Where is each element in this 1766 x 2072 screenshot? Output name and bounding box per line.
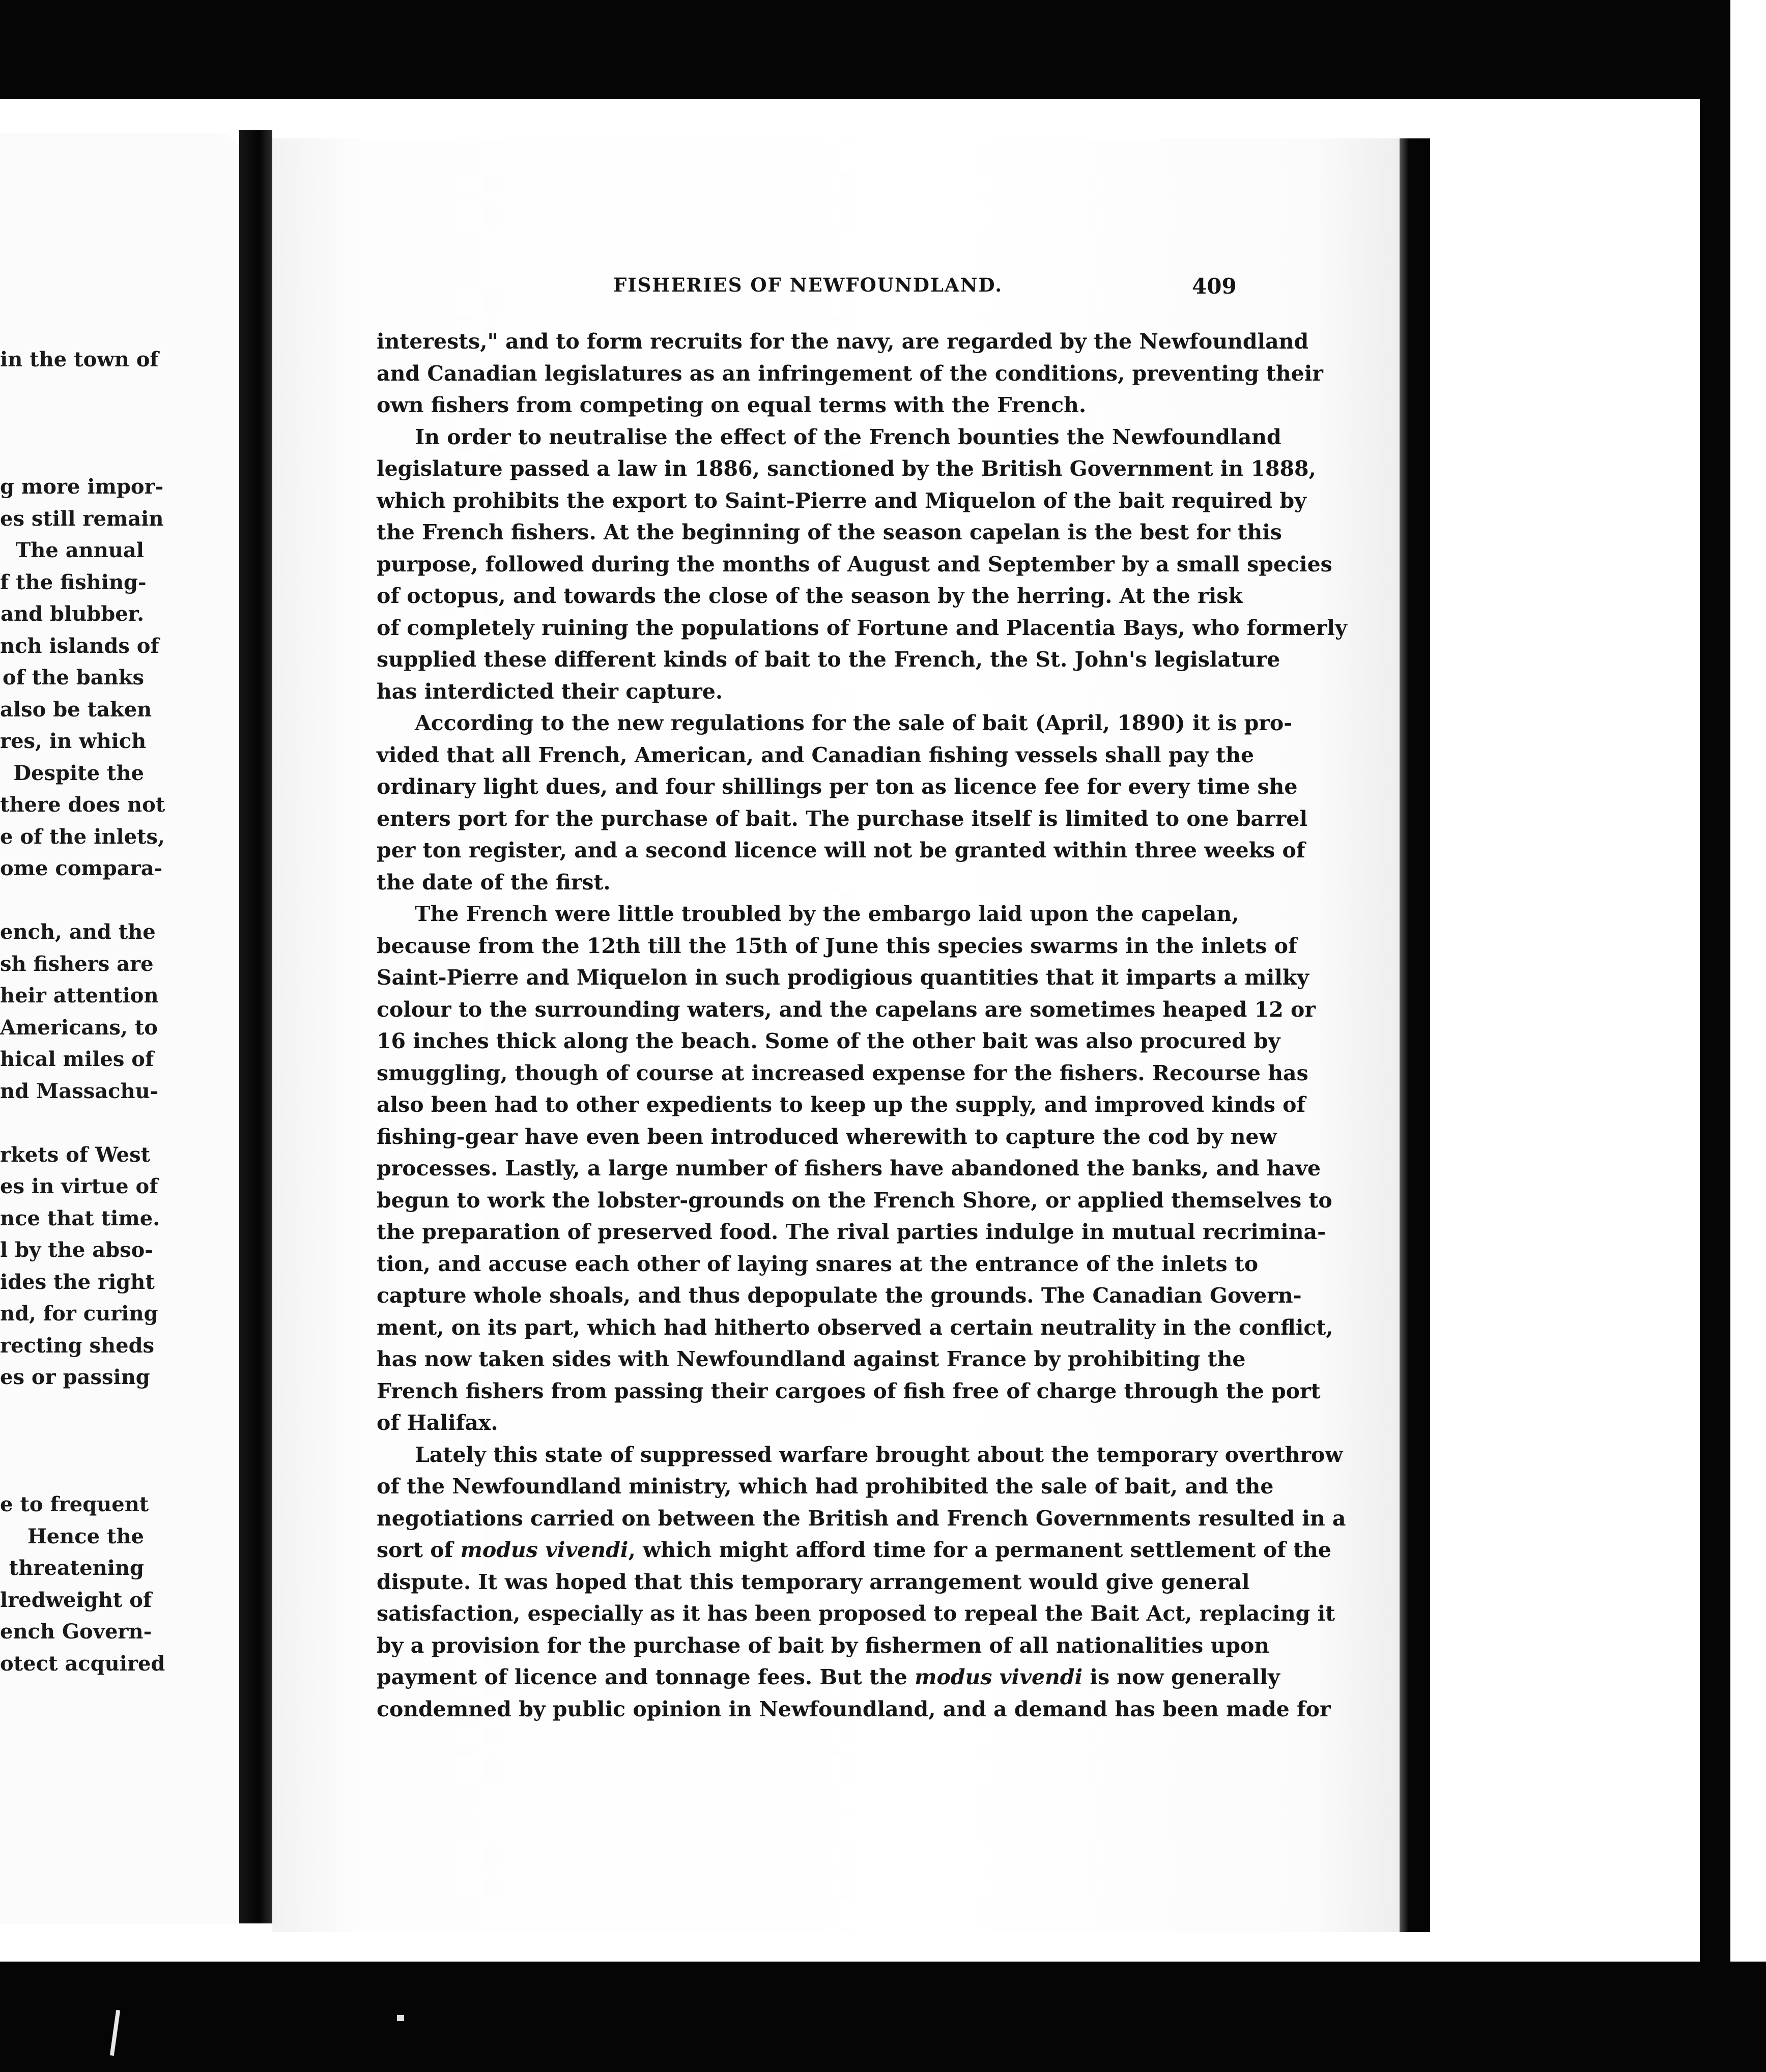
facing-page-line bbox=[0, 440, 144, 472]
facing-page-line bbox=[0, 1394, 144, 1426]
facing-page-line: e of the inlets, bbox=[0, 824, 165, 849]
facing-page-line: lredweight of bbox=[0, 1588, 152, 1612]
facing-page-line bbox=[0, 408, 144, 440]
text-line: of the Newfoundland ministry, which had prohibited the sale of bait, and the bbox=[377, 1474, 1274, 1499]
italic-phrase: modus vivendi bbox=[460, 1538, 629, 1562]
facing-page-line: rkets of West bbox=[0, 1142, 151, 1167]
text-line: tion, and accuse each other of laying snares at the entrance of the inlets to bbox=[377, 1251, 1259, 1276]
body-text bbox=[377, 326, 1347, 1725]
scan-artifact-dot bbox=[397, 2015, 404, 2021]
facing-page-line: ides the right bbox=[0, 1270, 155, 1294]
text-line: smuggling, though of course at increased expense for the fishers. Recourse has bbox=[377, 1060, 1308, 1085]
facing-page-line: threatening bbox=[9, 1556, 144, 1580]
text-line: which prohibits the export to Saint-Pierre and Miquelon of the bait required by bbox=[377, 488, 1306, 513]
text-line: processes. Lastly, a large number of fishers have abandoned the banks, and have bbox=[377, 1156, 1321, 1181]
text-line: ordinary light dues, and four shillings per ton as licence fee for every time she bbox=[377, 774, 1298, 799]
scanner-border-bottom bbox=[0, 1962, 1766, 2072]
text-line: colour to the surrounding waters, and the capelans are sometimes heaped 12 or bbox=[377, 997, 1316, 1022]
scanner-border-top bbox=[0, 0, 1730, 99]
text-line: per ton register, and a second licence will not be granted within three weeks of bbox=[377, 838, 1305, 862]
text-line: condemned by public opinion in Newfoundland, and a demand has been made for bbox=[377, 1696, 1331, 1721]
text-line: by a provision for the purchase of bait by fishermen of all nationalities upon bbox=[377, 1633, 1270, 1658]
text-line: Saint-Pierre and Miquelon in such prodigious quantities that it imparts a milky bbox=[377, 965, 1309, 990]
facing-page-line: Americans, to bbox=[0, 1015, 158, 1040]
facing-page-line: g more impor- bbox=[0, 475, 164, 499]
facing-page-line: e to frequent bbox=[0, 1492, 149, 1516]
facing-page-line bbox=[0, 1107, 144, 1139]
text-line: legislature passed a law in 1886, sanctioned by the British Government in 1888, bbox=[377, 456, 1316, 481]
text-line: and Canadian legislatures as an infringement of the conditions, preventing their bbox=[377, 361, 1323, 386]
page-number: 409 bbox=[1192, 274, 1237, 299]
scanner-border-right bbox=[1700, 48, 1730, 1982]
facing-page bbox=[0, 133, 239, 1924]
facing-page-line bbox=[0, 376, 144, 408]
text-line: vided that all French, American, and Canadian fishing vessels shall pay the bbox=[377, 742, 1255, 767]
text-line: also been had to other expedients to keep up the supply, and improved kinds of bbox=[377, 1092, 1306, 1117]
facing-page-line: nd Massachu- bbox=[0, 1079, 159, 1103]
facing-page-line: f the fishing- bbox=[0, 570, 147, 594]
facing-page-line: nch islands of bbox=[0, 634, 159, 658]
facing-page-line: and blubber. bbox=[1, 602, 144, 626]
text-line: payment of licence and tonnage fees. But the modus vivendi is now generally bbox=[377, 1665, 1280, 1689]
text-line: begun to work the lobster-grounds on the French Shore, or applied themselves to bbox=[377, 1188, 1332, 1213]
text-line: capture whole shoals, and thus depopulate the grounds. The Canadian Govern- bbox=[377, 1283, 1302, 1308]
facing-page-line: recting sheds bbox=[0, 1333, 155, 1358]
text-line: has now taken sides with Newfoundland against France by prohibiting the bbox=[377, 1347, 1246, 1371]
text-line: negotiations carried on between the British and French Governments resulted in a bbox=[377, 1506, 1346, 1531]
facing-page-line: l by the abso- bbox=[0, 1238, 153, 1262]
facing-page-text bbox=[0, 344, 165, 1680]
facing-page-line: there does not bbox=[0, 793, 165, 817]
text-line: the date of the first. bbox=[377, 870, 611, 895]
facing-page-line: Despite the bbox=[13, 761, 144, 785]
text-line: has interdicted their capture. bbox=[377, 679, 723, 704]
text-line: because from the 12th till the 15th of June this species swarms in the inlets of bbox=[377, 933, 1297, 958]
facing-page-line bbox=[0, 1457, 144, 1489]
book-gutter bbox=[239, 130, 272, 1923]
facing-page-line: in the town of bbox=[0, 348, 159, 371]
text-line: 16 inches thick along the beach. Some of the other bait was also procured by bbox=[377, 1029, 1280, 1053]
text-line: French fishers from passing their cargoes of fish free of charge through the port bbox=[377, 1378, 1321, 1403]
facing-page-line bbox=[0, 885, 144, 917]
text-line: of octopus, and towards the close of the season by the herring. At the risk bbox=[377, 584, 1243, 608]
text-line: ment, on its part, which had hitherto observed a certain neutrality in the conflict, bbox=[377, 1315, 1333, 1340]
text-line: sort of modus vivendi, which might afford time for a permanent settlement of the bbox=[377, 1538, 1331, 1562]
facing-page-line: sh fishers are bbox=[0, 952, 154, 976]
facing-page-line: es or passing bbox=[0, 1365, 150, 1389]
facing-page-line: of the banks bbox=[3, 666, 144, 689]
text-line: In order to neutralise the effect of the French bounties the Newfoundland bbox=[415, 424, 1281, 449]
facing-page-line: ench, and the bbox=[0, 920, 156, 944]
facing-page-line: heir attention bbox=[0, 984, 159, 1008]
text-line: supplied these different kinds of bait to the French, the St. John's legislature bbox=[377, 647, 1280, 672]
facing-page-line: nd, for curing bbox=[0, 1302, 158, 1326]
text-line: of completely ruining the populations of Fortune and Placentia Bays, who formerly bbox=[377, 615, 1347, 640]
facing-page-line: The annual bbox=[15, 538, 144, 562]
text-line: satisfaction, especially as it has been proposed to repeal the Bait Act, replacing it bbox=[377, 1601, 1335, 1626]
text-line: The French were little troubled by the embargo laid upon the capelan, bbox=[415, 902, 1239, 926]
facing-page-line: res, in which bbox=[0, 729, 147, 753]
facing-page-line: es in virtue of bbox=[0, 1174, 158, 1198]
facing-page-line bbox=[0, 1425, 144, 1457]
text-line: purpose, followed during the months of August and September by a small species bbox=[377, 552, 1332, 577]
facing-page-line: otect acquired bbox=[0, 1651, 165, 1676]
page-edge-shadow bbox=[1400, 138, 1430, 1932]
running-title: FISHERIES OF NEWFOUNDLAND. bbox=[613, 274, 1003, 296]
facing-page-line: also be taken bbox=[0, 697, 152, 722]
facing-page-line: Hence the bbox=[27, 1524, 144, 1548]
text-line: dispute. It was hoped that this temporary arrangement would give general bbox=[377, 1569, 1250, 1594]
facing-page-line: ome compara- bbox=[0, 856, 163, 880]
text-line: of Halifax. bbox=[377, 1411, 498, 1435]
italic-phrase: modus vivendi bbox=[915, 1665, 1083, 1689]
text-line: According to the new regulations for the sale of bait (April, 1890) it is pro- bbox=[415, 711, 1293, 735]
facing-page-line: nce that time. bbox=[0, 1206, 160, 1230]
text-line: the preparation of preserved food. The rival parties indulge in mutual recrimina- bbox=[377, 1220, 1326, 1244]
facing-page-line: ench Govern- bbox=[0, 1620, 152, 1644]
facing-page-line: hical miles of bbox=[0, 1047, 154, 1071]
facing-page-line: es still remain bbox=[0, 506, 164, 531]
text-line: Lately this state of suppressed warfare brought about the temporary overthrow bbox=[415, 1442, 1343, 1467]
text-line: own fishers from competing on equal terms with the French. bbox=[377, 393, 1087, 417]
text-line: interests," and to form recruits for the navy, are regarded by the Newfoundland bbox=[377, 329, 1309, 354]
text-line: fishing-gear have even been introduced wherewith to capture the cod by new bbox=[377, 1124, 1277, 1149]
text-line: enters port for the purchase of bait. The purchase itself is limited to one barrel bbox=[377, 806, 1307, 831]
text-line: the French fishers. At the beginning of the season capelan is the best for this bbox=[377, 520, 1282, 544]
